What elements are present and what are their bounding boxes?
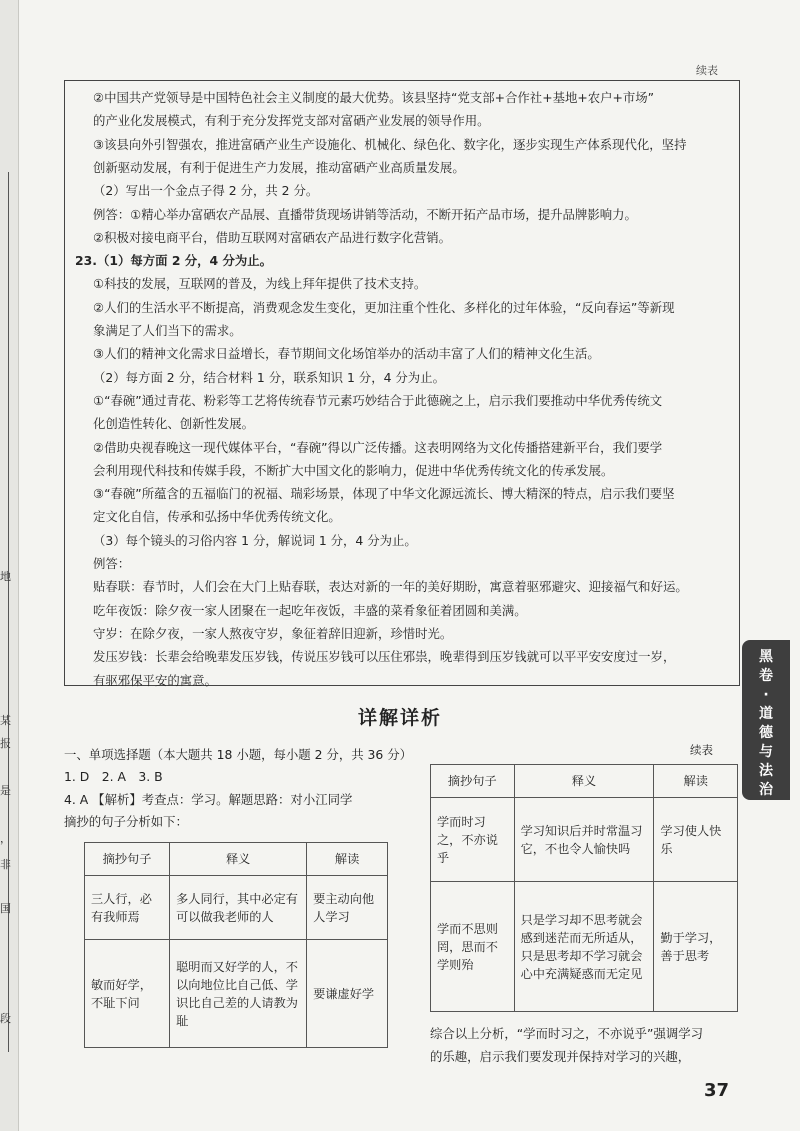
side-tab-char: 与	[759, 744, 773, 760]
table2-header: 解读	[654, 765, 738, 798]
table1-cell: 多人同行，其中必定有可以做我老师的人	[170, 876, 307, 940]
edge-glyph: 段	[0, 1012, 11, 1025]
subject-side-tab	[742, 640, 790, 800]
answer-line: ③人们的精神文化需求日益增长，春节期间文化场馆举办的活动丰富了人们的精神文化生活。	[93, 346, 600, 362]
answer-line: ②人们的生活水平不断提高，消费观念发生变化，更加注重个性化、多样化的过年体验，“反向春运”等新现	[93, 299, 675, 315]
answer-line: 例答：	[93, 556, 131, 571]
excerpt-table-2	[430, 764, 738, 1012]
table2-cell: 只是学习却不思考就会感到迷茫而无所适从，只是思考却不学习就会心中充满疑惑而无定见	[514, 882, 654, 1012]
table2-cell: 勤于学习，善于思考	[654, 882, 738, 1012]
section-heading: 一、单项选择题（本大题共 18 小题，每小题 2 分，共 36 分）	[64, 747, 413, 762]
answer-line: 有驱邪保平安的寓意。	[93, 672, 217, 688]
edge-glyph: ，	[0, 832, 11, 845]
side-tab-char: 卷	[759, 668, 773, 684]
answer-line: 化创造性转化、创新性发展。	[93, 416, 255, 432]
side-tab-char: 法	[759, 763, 773, 779]
answer-line: 例答：①精心举办富硒农产品展、直播带货现场讲销等活动，不断开拓产品市场，提升品牌影响力。	[93, 206, 637, 222]
summary-line-2: 的乐趣，启示我们要发现并保持对学习的兴趣，	[430, 1049, 691, 1064]
edge-glyph: 某	[0, 714, 11, 727]
answer-line: 象满足了人们当下的需求。	[93, 323, 242, 338]
edge-glyph: 报	[0, 737, 11, 750]
table1-cell: 要谦虚好学	[307, 940, 388, 1048]
answer-line: 的产业化发展模式，有利于充分发挥党支部对富硒产业发展的领导作用。	[93, 113, 490, 129]
answer-line: ②积极对接电商平台，借助互联网对富硒农产品进行数字化营销。	[93, 229, 452, 245]
edge-glyph: 非	[0, 858, 11, 871]
answer-line: ②借助央视春晚这一现代媒体平台，“春碗”得以广泛传播。这表明网络为文化传播搭建新平台，我们要学	[93, 439, 663, 455]
answer-line: 23.（1）每方面 2 分，4 分为止。	[75, 253, 273, 269]
table1-cell: 聪明而又好学的人，不以向地位比自己低、学识比自己差的人请教为耻	[170, 940, 307, 1048]
answer-line: 会利用现代科技和传媒手段，不断扩大中国文化的影响力，促进中华优秀传统文化的传承发展。	[93, 462, 614, 478]
answer-line: （2）每方面 2 分，结合材料 1 分，联系知识 1 分，4 分为止。	[93, 369, 445, 385]
table2-cell: 学习知识后并时常温习它，不也令人愉快吗	[514, 798, 654, 882]
table2-cell: 学而不思则罔，思而不学则殆	[431, 882, 515, 1012]
continued-label-table: 续表	[690, 743, 713, 757]
answer-line: 贴春联：春节时，人们会在大门上贴春联，表达对新的一年的美好期盼，寓意着驱邪避灾、迎接福气和好运。	[93, 579, 688, 595]
table1-cell: 三人行，必有我师焉	[85, 876, 170, 940]
answer-line: 发压岁钱：长辈会给晚辈发压岁钱，传说压岁钱可以压住邪祟，晚辈得到压岁钱就可以平平安安度过一岁，	[93, 649, 676, 665]
table2-cell: 学习使人快乐	[654, 798, 738, 882]
table1-header: 摘抄句子	[85, 843, 170, 876]
table1-cell: 要主动向他人学习	[307, 876, 388, 940]
continued-label-top: 续表	[696, 64, 718, 77]
side-tab-char: ·	[763, 687, 769, 703]
table2-header: 释义	[514, 765, 654, 798]
answer-box	[64, 80, 740, 686]
answer-line: （3）每个镜头的习俗内容 1 分，解说词 1 分，4 分为止。	[93, 532, 417, 548]
book-spine	[0, 0, 19, 1131]
q4-line-1: 4. A 【解析】考查点：学习。解题思路：对小江同学	[64, 792, 353, 807]
answer-line: ①科技的发展，互联网的普及，为线上拜年提供了技术支持。	[93, 276, 427, 292]
answer-line: 守岁：在除夕夜，一家人熬夜守岁，象征着辞旧迎新，珍惜时光。	[93, 625, 453, 641]
edge-glyph: 地	[0, 570, 11, 583]
answer-line: 定文化自信，传承和弘扬中华优秀传统文化。	[93, 509, 341, 525]
answer-line: ③该县向外引智强农，推进富硒产业生产设施化、机械化、绿色化、数字化，逐步实现生产体系现代化，坚持	[93, 136, 687, 152]
answer-line: （2）写出一个金点子得 2 分，共 2 分。	[93, 183, 319, 199]
answer-line: ①“春碗”通过青花、粉彩等工艺将传统春节元素巧妙结合于此德碗之上，启示我们要推动中华优秀传统文	[93, 392, 663, 408]
answer-line: 吃年夜饭：除夕夜一家人团聚在一起吃年夜饭，丰盛的菜肴象征着团圆和美满。	[93, 602, 527, 618]
table2-cell: 学而时习之，不亦说乎	[431, 798, 515, 882]
answer-line: 创新驱动发展，有利于促进生产力发展，推动富硒产业高质量发展。	[93, 159, 465, 175]
table1-header: 解读	[307, 843, 388, 876]
section-title: 详解详析	[357, 707, 442, 729]
edge-glyph: 是	[0, 784, 11, 797]
answers-1-3: 1. D 2. A 3. B	[64, 769, 163, 784]
side-tab-char: 德	[759, 725, 773, 741]
side-tab-char: 道	[759, 706, 773, 722]
page-number: 37	[704, 1080, 730, 1101]
summary-line-1: 综合以上分析，“学而时习之，不亦说乎”强调学习	[430, 1026, 704, 1041]
spine-rule	[8, 172, 9, 1052]
q4-line-2: 摘抄的句子分析如下：	[64, 814, 188, 829]
table1-header: 释义	[170, 843, 307, 876]
answer-line: ③“春碗”所蕴含的五福临门的祝福、瑞彩场景，体现了中华文化源远流长、博大精深的特点，启示我们要坚	[93, 486, 675, 502]
table1-cell: 敏而好学，不耻下问	[85, 940, 170, 1048]
table2-header: 摘抄句子	[431, 765, 515, 798]
side-tab-char: 黑	[759, 649, 773, 665]
answer-line: ②中国共产党领导是中国特色社会主义制度的最大优势。该县坚持“党支部+合作社+基地+农户+市场”	[93, 90, 655, 105]
side-tab-char: 治	[759, 782, 773, 798]
edge-glyph: 国	[0, 902, 11, 915]
excerpt-table-1	[84, 842, 388, 1048]
